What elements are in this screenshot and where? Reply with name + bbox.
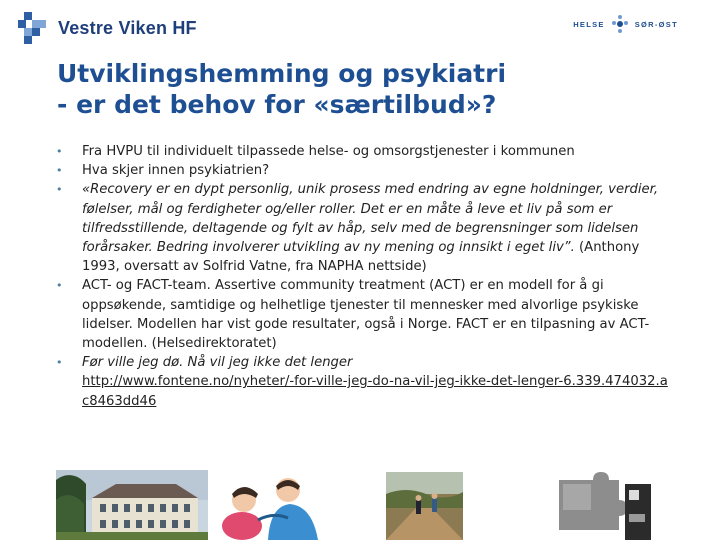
slide-title (57, 58, 677, 120)
bullet-dot-icon: • (56, 164, 63, 178)
bullet-text: ACT- og FACT-team. Assertive community treatment (ACT) er en modell for å gi oppsøkende, samtidige og helhetlige tjenester til mennesker med alvorlige psykiske lidelser. Modellen har vist gode resultater, også i Norge. FACT er en tilpasning av ACT-modellen. (Helsedirektoratet) (82, 278, 650, 352)
article-link[interactable]: http://www.fontene.no/nyheter/-for-ville-jeg-do-na-vil-jeg-ikke-det-lenger-6.339.474032.ac8463dd46 (82, 374, 668, 409)
puzzle-graphic (557, 470, 653, 540)
dots-logo-icon (610, 14, 630, 34)
article-title: Før ville jeg dø. Nå vil jeg ikke det lenger (82, 355, 353, 371)
logo-word-right: SØR-ØST (634, 19, 678, 29)
recovery-quote: «Recovery er en dypt personlig, unik prosess med endring av egne holdninger, verdier, følelser, mål og ferdigheter og/eller roller. Det er en måte å leve et liv på som er tilfredsstillende, deltagende og fylt av håp, selv med de begrensninger som lidelsen forårsaker. Bedring involverer utvikling av ny mening og innsikt i eget liv”. (82, 182, 659, 256)
bullet-item (52, 142, 672, 161)
brand-name: Vestre Viken HF (58, 17, 197, 38)
bullet-list (52, 142, 672, 411)
bullet-item (52, 180, 672, 276)
title-line-2: - er det behov for «særtilbud»? (57, 90, 497, 119)
bullet-dot-icon: • (56, 356, 63, 370)
hikers-photo (386, 472, 463, 540)
vestre-viken-logo (18, 12, 197, 44)
helse-sor-ost-logo (573, 14, 678, 34)
bullet-dot-icon: • (56, 279, 63, 293)
quote-citation: (Anthony 1993, oversatt av Solfrid Vatne, fra NAPHA nettside) (82, 240, 640, 275)
bullet-text: Hva skjer innen psykiatrien? (82, 163, 270, 179)
cross-logo-icon (18, 12, 50, 44)
bullet-dot-icon: • (56, 145, 63, 158)
title-line-1: Utviklingshemming og psykiatri (57, 59, 507, 88)
building-photo (56, 470, 208, 540)
bullet-dot-icon: • (56, 183, 63, 197)
logo-word-left: HELSE (573, 19, 605, 29)
people-illustration (218, 470, 333, 540)
bullet-item (52, 353, 672, 411)
bullet-item (52, 276, 672, 353)
bullet-text: Fra HVPU til individuelt tilpassede helse- og omsorgstjenester i kommunen (82, 144, 575, 159)
bullet-item (52, 161, 672, 180)
